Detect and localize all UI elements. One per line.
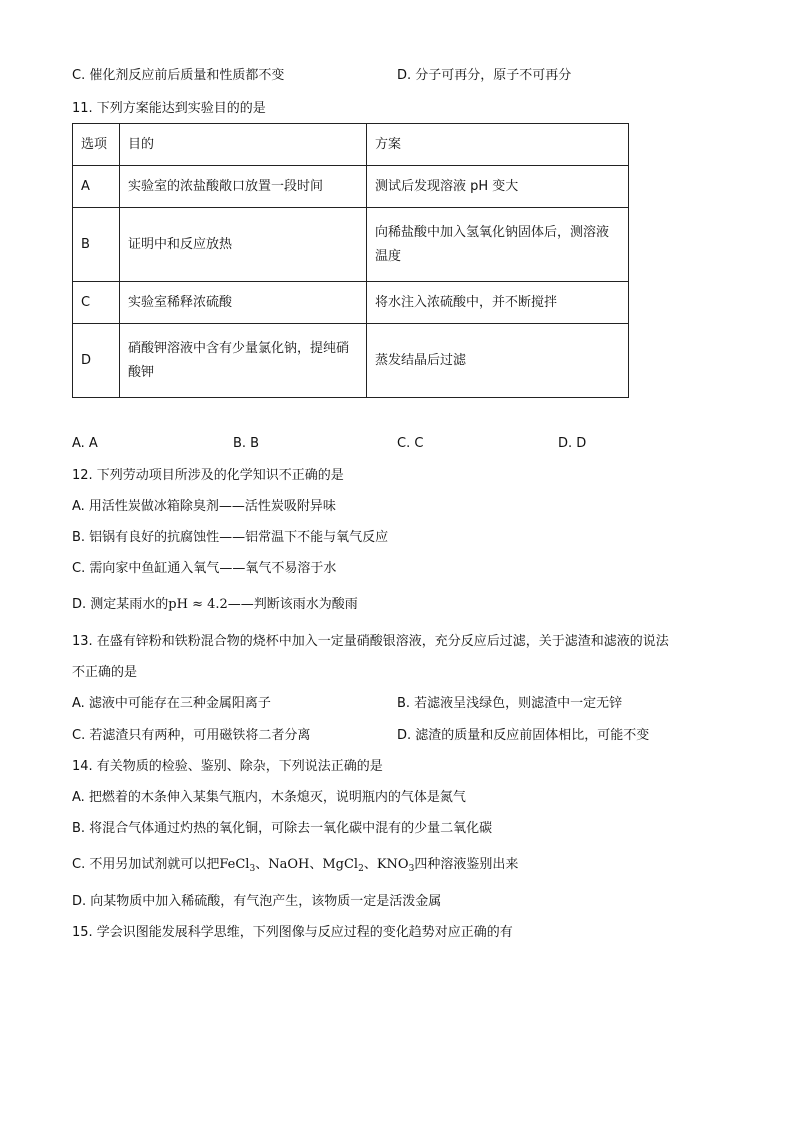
q12-option-d-prefix: D. 测定某雨水的 xyxy=(72,597,169,612)
row-c-option: C xyxy=(73,282,120,324)
q15-stem: 15. 学会识图能发展科学思维，下列图像与反应过程的变化趋势对应正确的有 xyxy=(72,925,513,940)
header-plan: 方案 xyxy=(367,124,629,166)
row-a-purpose: 实验室的浓盐酸敞口放置一段时间 xyxy=(120,166,367,208)
q14-stem: 14. 有关物质的检验、鉴别、除杂，下列说法正确的是 xyxy=(72,759,383,774)
q10-option-c: C. 催化剂反应前后质量和性质都不变 xyxy=(72,68,285,83)
q13-stem-line1: 13. 在盛有锌粉和铁粉混合物的烧杯中加入一定量硝酸银溶液，充分反应后过滤，关于滤渣和滤液的说法 xyxy=(72,634,669,649)
q12-option-b: B. 铝锅有良好的抗腐蚀性——铝常温下不能与氧气反应 xyxy=(72,530,389,545)
row-d-option: D xyxy=(73,324,120,398)
table-row xyxy=(73,282,629,324)
q14-option-c: C. 不用另加试剂就可以把FeCl$_3$、NaOH、MgCl$_2$、$KNO_3$四种溶液鉴别出来 xyxy=(72,857,519,874)
formula-kno3: $KNO_3$ xyxy=(376,857,415,874)
row-d-purpose: 硝酸钾溶液中含有少量氯化钠，提纯硝酸钾 xyxy=(120,324,367,398)
row-a-option: A xyxy=(73,166,120,208)
q12-option-c: C. 需向家中鱼缸通入氧气——氧气不易溶于水 xyxy=(72,561,337,576)
q14-option-b: B. 将混合气体通过灼热的氧化铜，可除去一氧化碳中混有的少量二氧化碳 xyxy=(72,821,493,836)
q14-option-c-prefix: C. 不用另加试剂就可以把 xyxy=(72,857,220,872)
row-b-purpose: 证明中和反应放热 xyxy=(120,208,367,282)
formula-naoh: NaOH xyxy=(268,857,310,872)
q13-option-a: A. 滤液中可能存在三种金属阳离子 xyxy=(72,696,271,711)
table-row xyxy=(73,208,629,282)
row-c-purpose: 实验室稀释浓硫酸 xyxy=(120,282,367,324)
q13-option-d: D. 滤渣的质量和反应前固体相比，可能不变 xyxy=(397,728,650,743)
q10-option-d: D. 分子可再分，原子不可再分 xyxy=(397,68,572,83)
q12-option-a: A. 用活性炭做冰箱除臭剂——活性炭吸附异味 xyxy=(72,499,336,514)
header-option: 选项 xyxy=(73,124,120,166)
formula-fecl3: FeCl$_3$ xyxy=(219,857,256,874)
q14-option-c-suffix: 四种溶液鉴别出来 xyxy=(414,857,519,872)
q12-option-d xyxy=(72,596,358,614)
row-d-plan: 蒸发结晶后过滤 xyxy=(367,324,629,398)
q12-option-d-suffix: ——判断该雨水为酸雨 xyxy=(227,597,358,612)
row-b-option: B xyxy=(73,208,120,282)
q11-table xyxy=(72,123,629,398)
q11-answer-b: B. B xyxy=(233,436,260,451)
ph-formula: pH ≈ 4.2 xyxy=(168,597,228,612)
q11-stem: 11. 下列方案能达到实验目的的是 xyxy=(72,101,266,116)
formula-mgcl2: MgCl$_2$ xyxy=(322,857,364,874)
q11-answer-a: A. A xyxy=(72,436,98,451)
header-purpose: 目的 xyxy=(120,124,367,166)
table-row xyxy=(73,324,629,398)
q14-option-a: A. 把燃着的木条伸入某集气瓶内，木条熄灭，说明瓶内的气体是氮气 xyxy=(72,790,466,805)
table-row xyxy=(73,166,629,208)
q12-stem: 12. 下列劳动项目所涉及的化学知识不正确的是 xyxy=(72,468,344,483)
q13-option-c: C. 若滤渣只有两种，可用磁铁将二者分离 xyxy=(72,728,311,743)
row-a-plan: 测试后发现溶液 pH 变大 xyxy=(367,166,629,208)
q13-option-b: B. 若滤液呈浅绿色，则滤渣中一定无锌 xyxy=(397,696,623,711)
q11-answer-d: D. D xyxy=(558,436,587,451)
q11-answer-c: C. C xyxy=(397,436,424,451)
row-c-plan: 将水注入浓硫酸中，并不断搅拌 xyxy=(367,282,629,324)
table-header-row xyxy=(73,124,629,166)
row-b-plan: 向稀盐酸中加入氢氧化钠固体后，测溶液温度 xyxy=(367,208,629,282)
q13-stem-line2: 不正确的是 xyxy=(72,665,138,680)
q14-option-d: D. 向某物质中加入稀硫酸，有气泡产生，该物质一定是活泼金属 xyxy=(72,894,442,909)
